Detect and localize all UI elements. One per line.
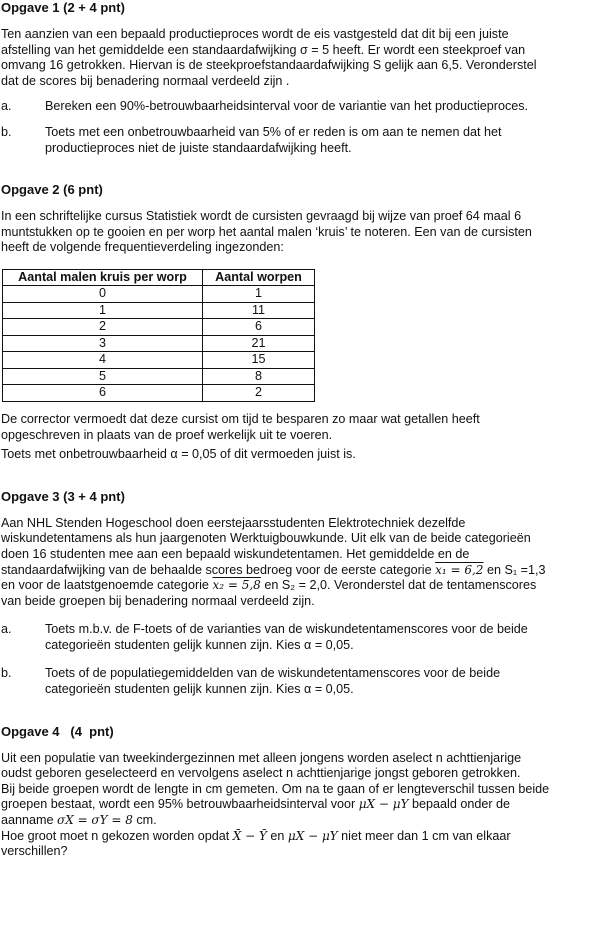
q4-line-3: Bij beide groepen wordt de lengte in cm gemeten. Om na te gaan of er lengteverschil tussen beide bbox=[1, 781, 550, 796]
q2-test-line: Toets met onbetrouwbaarheid α = 0,05 of dit vermoeden juist is. bbox=[1, 447, 356, 462]
q1-intro-line-2: afstelling van het gemiddelde een standaardafwijking σ = 5 heeft. Er wordt een steekproef van bbox=[1, 42, 526, 57]
table-row bbox=[3, 385, 315, 402]
q3-mean-2-math: x₂ = 5,8 bbox=[212, 578, 261, 593]
q1-part-a-label: a. bbox=[1, 99, 12, 114]
q4-line-6 bbox=[1, 829, 601, 845]
q4-line-2: oudst geboren geselecteerd en vervolgens aselect n achttienjarige jongst geboren getrokken. bbox=[1, 766, 521, 781]
table-row bbox=[3, 302, 315, 319]
q4-line-6-mid: en bbox=[270, 828, 285, 843]
q4-sigma-math: σX = σY = 8 bbox=[57, 813, 133, 828]
table-cell: 21 bbox=[203, 335, 315, 352]
q1-part-b-line-1: Toets met een onbetrouwbaarheid van 5% of er reden is om aan te nemen dat het bbox=[45, 124, 502, 139]
table-row bbox=[3, 335, 315, 352]
q1-heading: Opgave 1 (2 + 4 pnt) bbox=[1, 0, 125, 15]
q3-line-6: van beide groepen bij benadering normaal verdeeld zijn. bbox=[1, 593, 315, 608]
q1-part-b bbox=[1, 125, 601, 156]
table-row bbox=[3, 319, 315, 336]
table-cell: 11 bbox=[203, 302, 315, 319]
table-cell: 3 bbox=[3, 335, 203, 352]
q4-line-5-pre: aanname bbox=[1, 813, 54, 828]
table-header-row bbox=[3, 269, 315, 286]
q1-intro-line-3: omvang 16 getrokken. Hiervan is de steekproefstandaardafwijking S gelijk aan 6,5. Veronderstel bbox=[1, 58, 537, 73]
q1-part-b-label: b. bbox=[1, 124, 12, 139]
q4-sample-diff-math: X̄ − Ȳ bbox=[232, 828, 267, 843]
q3-heading: Opgave 3 (3 + 4 pnt) bbox=[1, 488, 125, 504]
table-header-kruis: Aantal malen kruis per worp bbox=[3, 269, 203, 286]
q3-part-b bbox=[1, 666, 601, 697]
q3-line-4 bbox=[1, 563, 601, 579]
q1-part-a-text: Bereken een 90%-betrouwbaarheidsinterval voor de variantie van het productieproces. bbox=[45, 99, 529, 114]
q3-line-4-pre: standaardafwijking van de behaalde scores bedroeg voor de eerste categorie bbox=[1, 562, 432, 577]
table-header-worpen: Aantal worpen bbox=[203, 269, 315, 286]
q4-line-5 bbox=[1, 813, 601, 829]
q2-intro-line-2: muntstukken op te gooien en per worp het aantal malen ‘kruis’ te noteren. Een van de cursisten bbox=[1, 224, 532, 239]
q3-line-3: doen 16 studenten mee aan een bepaald wiskundetentamen. Het gemiddelde en de bbox=[1, 546, 470, 561]
q3-line-2: wiskundetentamens als hun jaargenoten Werktuigbouwkunde. Uit elk van de beide categorieën bbox=[1, 531, 531, 546]
q1-intro-line-4: dat de scores bij benadering normaal verdeeld zijn . bbox=[1, 73, 290, 88]
q3-part-a-line-2: categorieën studenten gelijk kunnen zijn. Kies α = 0,05. bbox=[45, 637, 354, 652]
table-row bbox=[3, 368, 315, 385]
table-cell: 2 bbox=[203, 385, 315, 402]
table-row bbox=[3, 352, 315, 369]
table-cell: 6 bbox=[203, 319, 315, 336]
q4-line-6-pre: Hoe groot moet n gekozen worden opdat bbox=[1, 828, 230, 843]
q3-line-1: Aan NHL Stenden Hogeschool doen eerstejaarsstudenten Elektrotechniek dezelfde bbox=[1, 515, 466, 530]
q2-after-line-1: De corrector vermoedt dat deze cursist om tijd te besparen zo maar wat getallen heeft bbox=[1, 411, 480, 426]
q3-part-b-line-1: Toets of de populatiegemiddelden van de wiskundetentamenscores voor de beide bbox=[45, 666, 501, 681]
table-cell: 1 bbox=[3, 302, 203, 319]
table-cell: 5 bbox=[3, 368, 203, 385]
q3-line-5 bbox=[1, 578, 601, 594]
q3-line-4-post: en S₁ =1,3 bbox=[486, 562, 546, 577]
q3-part-b-line-2: categorieën studenten gelijk kunnen zijn. Kies α = 0,05. bbox=[45, 682, 354, 697]
q4-line-4-pre: groepen bestaat, wordt een 95% betrouwbaarheidsinterval voor bbox=[1, 797, 356, 812]
table-cell: 6 bbox=[3, 385, 203, 402]
table-cell: 15 bbox=[203, 352, 315, 369]
q4-line-1: Uit een populatie van tweekindergezinnen met alleen jongens worden aselect n achttienjarige bbox=[1, 750, 522, 765]
q3-part-b-label: b. bbox=[1, 666, 12, 681]
q4-line-4 bbox=[1, 797, 601, 813]
q2-intro-line-3: heeft de volgende frequentieverdeling ingezonden: bbox=[1, 240, 284, 255]
table-row bbox=[3, 286, 315, 303]
table-cell: 4 bbox=[3, 352, 203, 369]
q3-part-a-label: a. bbox=[1, 622, 12, 637]
q4-line-6-post: niet meer dan 1 cm van elkaar bbox=[341, 828, 511, 843]
table-cell: 1 bbox=[203, 286, 315, 303]
table-cell: 2 bbox=[3, 319, 203, 336]
q2-heading: Opgave 2 (6 pnt) bbox=[1, 182, 103, 198]
q2-intro-line-1: In een schriftelijke cursus Statistiek wordt de cursisten gevraagd bij wijze van proef 64 maal 6 bbox=[1, 209, 522, 224]
q1-part-b-line-2: productieproces niet de juiste standaardafwijking heeft. bbox=[45, 140, 352, 155]
q3-part-a-line-1: Toets m.b.v. de F-toets of de varianties van de wiskundetentamenscores voor de beide bbox=[45, 622, 528, 637]
q3-mean-1-math: x₁ = 6,2 bbox=[435, 562, 484, 577]
q4-line-4-post: bepaald onder de bbox=[412, 797, 511, 812]
table-cell: 0 bbox=[3, 286, 203, 303]
q4-heading: Opgave 4 (4 pnt) bbox=[1, 723, 114, 739]
table-cell: 8 bbox=[203, 368, 315, 385]
q4-mu-diff-math-2: μX − μY bbox=[287, 828, 338, 843]
q1-intro-line-1: Ten aanzien van een bepaald productieproces wordt de eis vastgesteld dat dit bij een juiste bbox=[1, 27, 509, 41]
q2-after-line-2: opgeschreven in plaats van de proef werkelijk uit te voeren. bbox=[1, 427, 333, 442]
q3-line-5-post: en S₂ = 2,0. Veronderstel dat de tentamenscores bbox=[264, 578, 537, 593]
q4-mu-diff-math: μX − μY bbox=[358, 797, 409, 812]
q4-line-5-post: cm. bbox=[136, 813, 157, 828]
q4-line-7: verschillen? bbox=[1, 844, 68, 859]
frequency-table bbox=[2, 269, 315, 402]
q3-line-5-pre: en voor de laatstgenoemde categorie bbox=[1, 578, 209, 593]
q3-part-a bbox=[1, 622, 601, 653]
q1-part-a bbox=[1, 99, 601, 115]
